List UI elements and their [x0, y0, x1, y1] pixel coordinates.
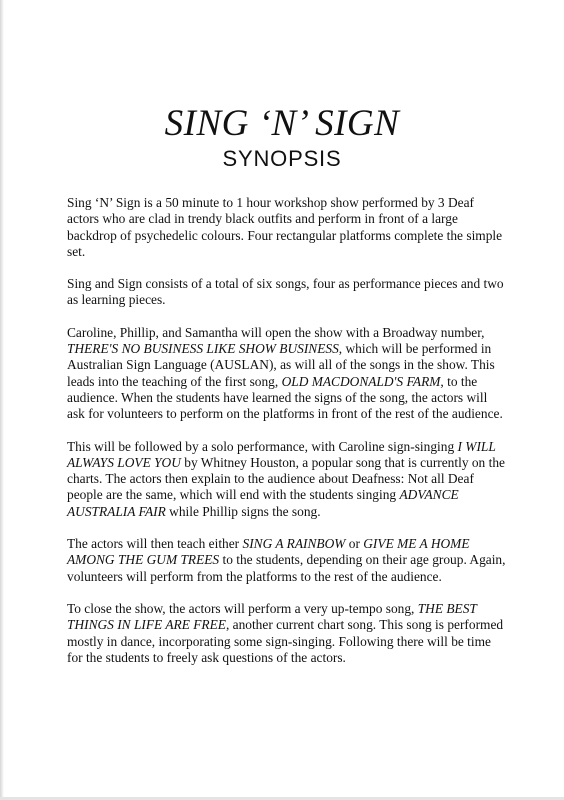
synopsis-body: [67, 195, 507, 682]
song-title: OLD MACDONALD'S FARM: [281, 373, 441, 389]
song-title: GIVE ME A HOME AMONG THE GUM TREES: [67, 536, 470, 568]
song-title: THERE'S NO BUSINESS LIKE SHOW BUSINESS: [67, 341, 339, 357]
song-title: SING A RAINBOW: [242, 536, 346, 552]
paragraph-text: The actors will then teach either: [67, 536, 243, 552]
document-title: SING ‘N’ SIGN: [164, 103, 400, 144]
paragraph-text: , another current chart song. This song is performed mostly in dance, incorporating some sign-singing. Following there will be time for the students to freely ask questions of the actors.: [67, 617, 504, 665]
synopsis-paragraph: [67, 536, 507, 585]
paragraph-text: , to the audience. When the students have learned the signs of the song, the actors will ask for volunteers to perform on the platforms in front of the rest of the audience.: [67, 373, 503, 422]
song-title: THE BEST THINGS IN LIFE ARE FREE: [67, 600, 477, 633]
paragraph-text: , which will be performed in Australian Sign Language (AUSLAN), as will all of the songs in the show. This leads into the teaching of the first song,: [67, 341, 495, 389]
paragraph-text: Caroline, Phillip, and Samantha will open the show with a Broadway number,: [67, 324, 485, 340]
synopsis-paragraph: [67, 325, 507, 423]
paragraph-text: or: [345, 536, 364, 552]
paragraph-text: Sing ‘N’ Sign is a 50 minute to 1 hour workshop show performed by 3 Deaf actors who are clad in trendy black outfits and perform in front of a large backdrop of psychedelic colours. Four rectangular platforms complete the simple set.: [67, 195, 503, 259]
synopsis-paragraph: [67, 276, 507, 309]
paragraph-text: Sing and Sign consists of a total of six songs, four as performance pieces and two as learning pieces.: [67, 276, 504, 308]
paragraph-text: to the students, depending on their age group. Again, volunteers will perform from the platforms to the rest of the audience.: [67, 552, 506, 584]
paragraph-text: by Whitney Houston, a popular song that is currently on the charts. The actors then explain to the audience about Deafness: Not all Deaf people are the same, which will end with the students singing: [67, 454, 505, 503]
synopsis-paragraph: [67, 601, 507, 666]
synopsis-paragraph: [67, 439, 507, 520]
document-subtitle: SYNOPSIS: [222, 146, 342, 171]
paragraph-text: To close the show, the actors will perform a very up-tempo song,: [67, 600, 418, 616]
synopsis-paragraph: [67, 195, 507, 260]
paragraph-text: while Phillip signs the song.: [165, 503, 321, 519]
paragraph-text: This will be followed by a solo performance, with Caroline sign-singing: [67, 438, 458, 454]
song-title: I WILL ALWAYS LOVE YOU: [67, 438, 496, 470]
song-title: ADVANCE AUSTRALIA FAIR: [67, 487, 459, 519]
